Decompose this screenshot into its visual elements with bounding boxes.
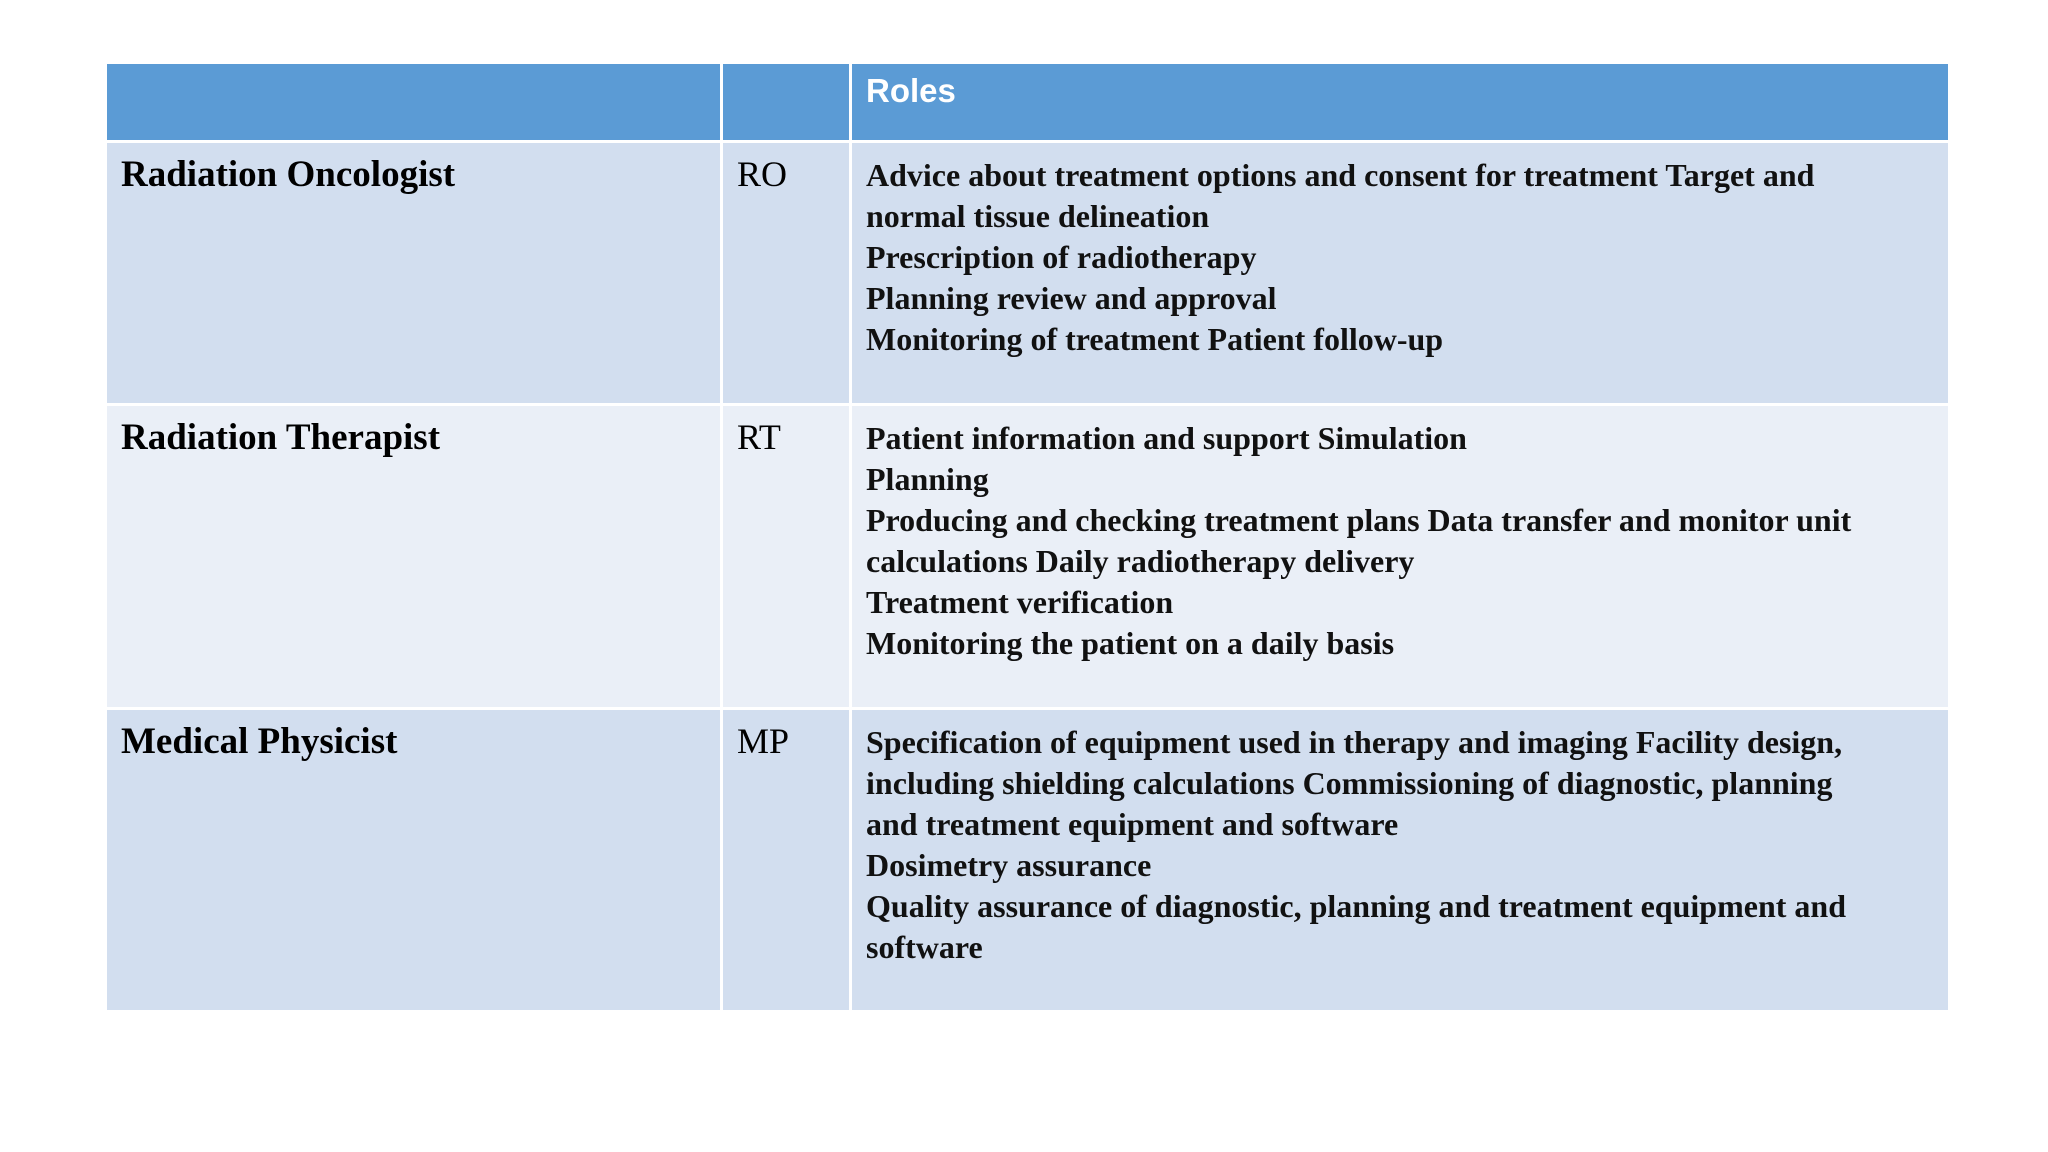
duty-line: Planning review and approval	[866, 280, 1277, 316]
duty-line: Advice about treatment options and consent for treatment Target and	[866, 157, 1815, 193]
table-row-radiation-therapist	[106, 405, 1950, 709]
duty-line: Producing and checking treatment plans Data transfer and monitor unit	[866, 502, 1852, 538]
role-duties	[851, 405, 1950, 709]
role-abbreviation: RT	[722, 405, 851, 709]
role-name: Radiation Oncologist	[106, 142, 722, 405]
duty-line: Planning	[866, 461, 989, 497]
header-cell-name	[106, 63, 722, 142]
table-row-radiation-oncologist	[106, 142, 1950, 405]
role-duties	[851, 709, 1950, 1012]
duty-line: software	[866, 929, 983, 965]
duty-line: calculations Daily radiotherapy delivery	[866, 543, 1415, 579]
roles-table	[104, 61, 1951, 1013]
duty-line: Quality assurance of diagnostic, planning and treatment equipment and	[866, 888, 1846, 924]
role-name: Radiation Therapist	[106, 405, 722, 709]
duty-line: Dosimetry assurance	[866, 847, 1152, 883]
duty-line: Patient information and support Simulation	[866, 420, 1467, 456]
table-row-medical-physicist	[106, 709, 1950, 1012]
table-header-row	[106, 63, 1950, 142]
duty-line: Monitoring of treatment Patient follow-up	[866, 321, 1444, 357]
role-abbreviation: RO	[722, 142, 851, 405]
role-name: Medical Physicist	[106, 709, 722, 1012]
header-cell-roles: Roles	[851, 63, 1950, 142]
duty-line: and treatment equipment and software	[866, 806, 1399, 842]
duty-line: including shielding calculations Commissioning of diagnostic, planning	[866, 765, 1833, 801]
role-abbreviation: MP	[722, 709, 851, 1012]
duty-line: Monitoring the patient on a daily basis	[866, 625, 1395, 661]
duty-line: Specification of equipment used in therapy and imaging Facility design,	[866, 724, 1843, 760]
duty-line: normal tissue delineation	[866, 198, 1210, 234]
header-cell-abbr	[722, 63, 851, 142]
duty-line: Treatment verification	[866, 584, 1174, 620]
duty-line: Prescription of radiotherapy	[866, 239, 1257, 275]
role-duties	[851, 142, 1950, 405]
